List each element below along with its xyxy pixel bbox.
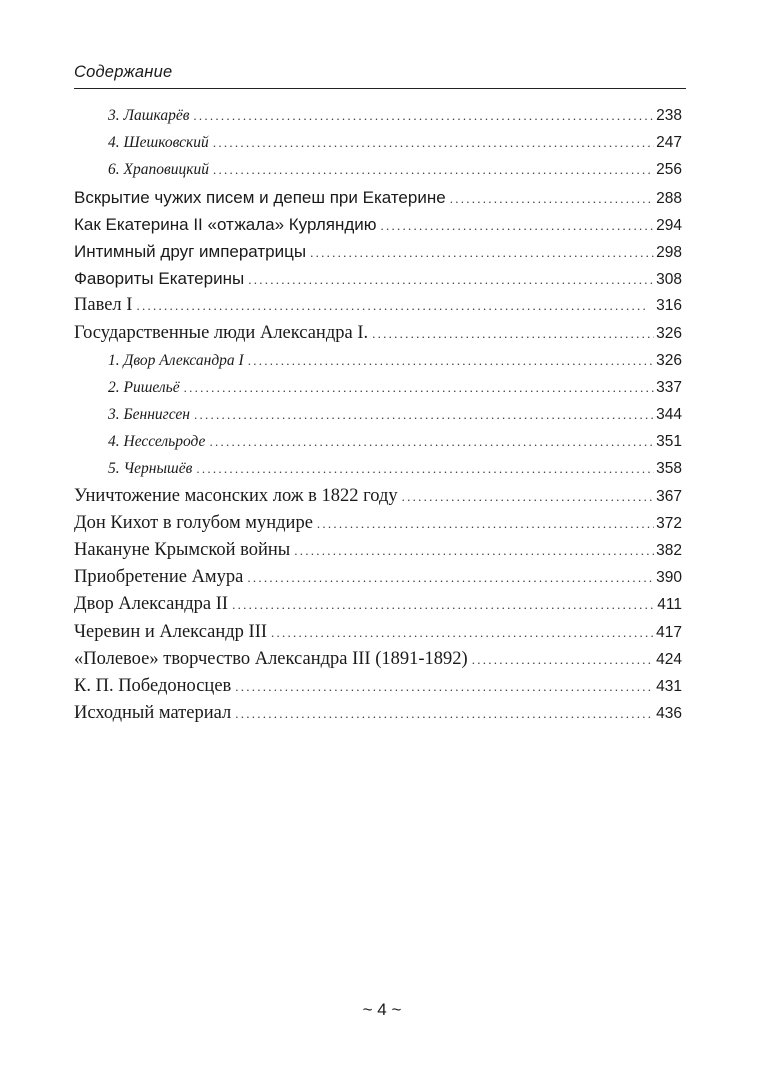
toc-entry-title: Фавориты Екатерины [74,269,245,289]
toc-entry-page: 367 [656,487,682,505]
toc-entry [74,646,682,673]
toc-entry-title: Уничтожение масонских лож в 1822 году [74,485,398,506]
toc-entry [74,455,682,482]
toc-entry [74,673,682,700]
toc-entry-page: 390 [656,569,682,587]
dot-leader [372,320,654,347]
toc-entry-title: Приобретение Амура [74,567,244,588]
dot-leader [472,646,654,673]
toc-entry-page: 424 [656,650,682,668]
toc-entry-title: Исходный материал [74,703,232,724]
toc-entry-page: 308 [656,271,682,289]
dot-leader [450,185,654,212]
toc-entry [74,619,682,646]
toc-entry-title: 3. Беннигсен [108,406,190,424]
toc-entry-title: 1. Двор Александра I [108,351,244,369]
toc-entry-page: 247 [656,134,682,152]
toc-entry-page: 326 [656,324,682,342]
toc-entry-page: 358 [656,460,682,478]
dot-leader [209,428,654,455]
toc-entry-title: Павел I [74,295,133,316]
toc-entry-title: 5. Чернышёв [108,460,193,478]
toc-entry-title: 4. Шешковский [108,134,209,152]
toc-entry-title: 4. Нессельроде [108,433,206,451]
toc-entry-page: 344 [656,406,682,424]
running-head-title: Содержание [74,63,173,81]
toc-entry [74,292,682,319]
toc-entry-title: 6. Храповицкий [108,161,209,179]
table-of-contents [74,102,682,727]
toc-entry [74,591,682,618]
page-number: ~ 4 ~ [362,1000,402,1019]
dot-leader [248,347,654,374]
toc-entry [74,483,682,510]
dot-leader [136,292,654,319]
toc-entry-page: 382 [656,542,682,559]
toc-entry [74,184,682,211]
toc-entry-title: Дон Кихот в голубом мундире [74,512,313,533]
toc-entry [74,564,682,591]
toc-entry [74,238,682,265]
toc-entry [74,374,682,401]
toc-entry-title: Как Екатерина II «отжала» Курляндию [74,214,377,234]
toc-entry-title: Накануне Крымской войны [74,540,291,560]
dot-leader [235,700,654,727]
toc-entry-page: 256 [656,161,682,179]
toc-entry [74,102,682,129]
toc-entry-page: 431 [656,677,682,695]
toc-entry [74,129,682,156]
toc-entry-page: 337 [656,378,682,396]
dot-leader [317,510,654,537]
toc-entry-page: 372 [656,514,682,532]
dot-leader [194,401,654,428]
toc-entry-page: 294 [656,216,682,234]
dot-leader [184,374,655,401]
toc-entry-page: 298 [656,243,682,261]
dot-leader [402,483,654,510]
dot-leader [247,564,654,591]
toc-entry [74,320,682,347]
toc-entry-title: Черевин и Александр III [74,621,268,642]
dot-leader [248,266,654,293]
toc-entry-title: «Полевое» творчество Александра III (1891-1892) [74,648,468,669]
toc-entry [74,401,682,428]
toc-entry-title: 2. Ришельё [108,378,180,396]
toc-entry-title: Двор Александра II [74,594,229,615]
toc-entry-page: 238 [656,107,682,124]
toc-entry [74,265,682,292]
dot-leader [193,102,654,129]
dot-leader [213,156,654,183]
toc-entry [74,510,682,537]
toc-entry [74,156,682,183]
toc-entry-title: 3. Лашкарёв [108,107,190,124]
dot-leader [381,212,655,239]
dot-leader [271,619,654,646]
toc-entry [74,700,682,727]
dot-leader [294,537,654,564]
toc-entry [74,537,682,564]
toc-entry-page: 288 [656,189,682,207]
dot-leader [196,455,654,482]
dot-leader [310,239,654,266]
toc-entry-page: 316 [656,297,682,315]
toc-entry-title: Вскрытие чужих писем и депеш при Екатерине [74,187,446,207]
toc-entry [74,428,682,455]
toc-entry-page: 417 [656,623,682,641]
toc-entry-title: Интимный друг императрицы [74,241,307,261]
dot-leader [213,129,654,156]
toc-entry-page: 411 [657,596,682,614]
toc-entry-title: К. П. Победоносцев [74,675,232,696]
dot-leader [235,673,654,700]
toc-entry-page: 436 [656,705,682,723]
toc-entry [74,347,682,374]
toc-entry-page: 351 [656,433,682,451]
dot-leader [232,591,655,618]
toc-entry-title: Государственные люди Александра I. [74,322,369,343]
toc-entry-page: 326 [656,351,682,369]
toc-entry [74,211,682,238]
header-rule [74,88,686,89]
